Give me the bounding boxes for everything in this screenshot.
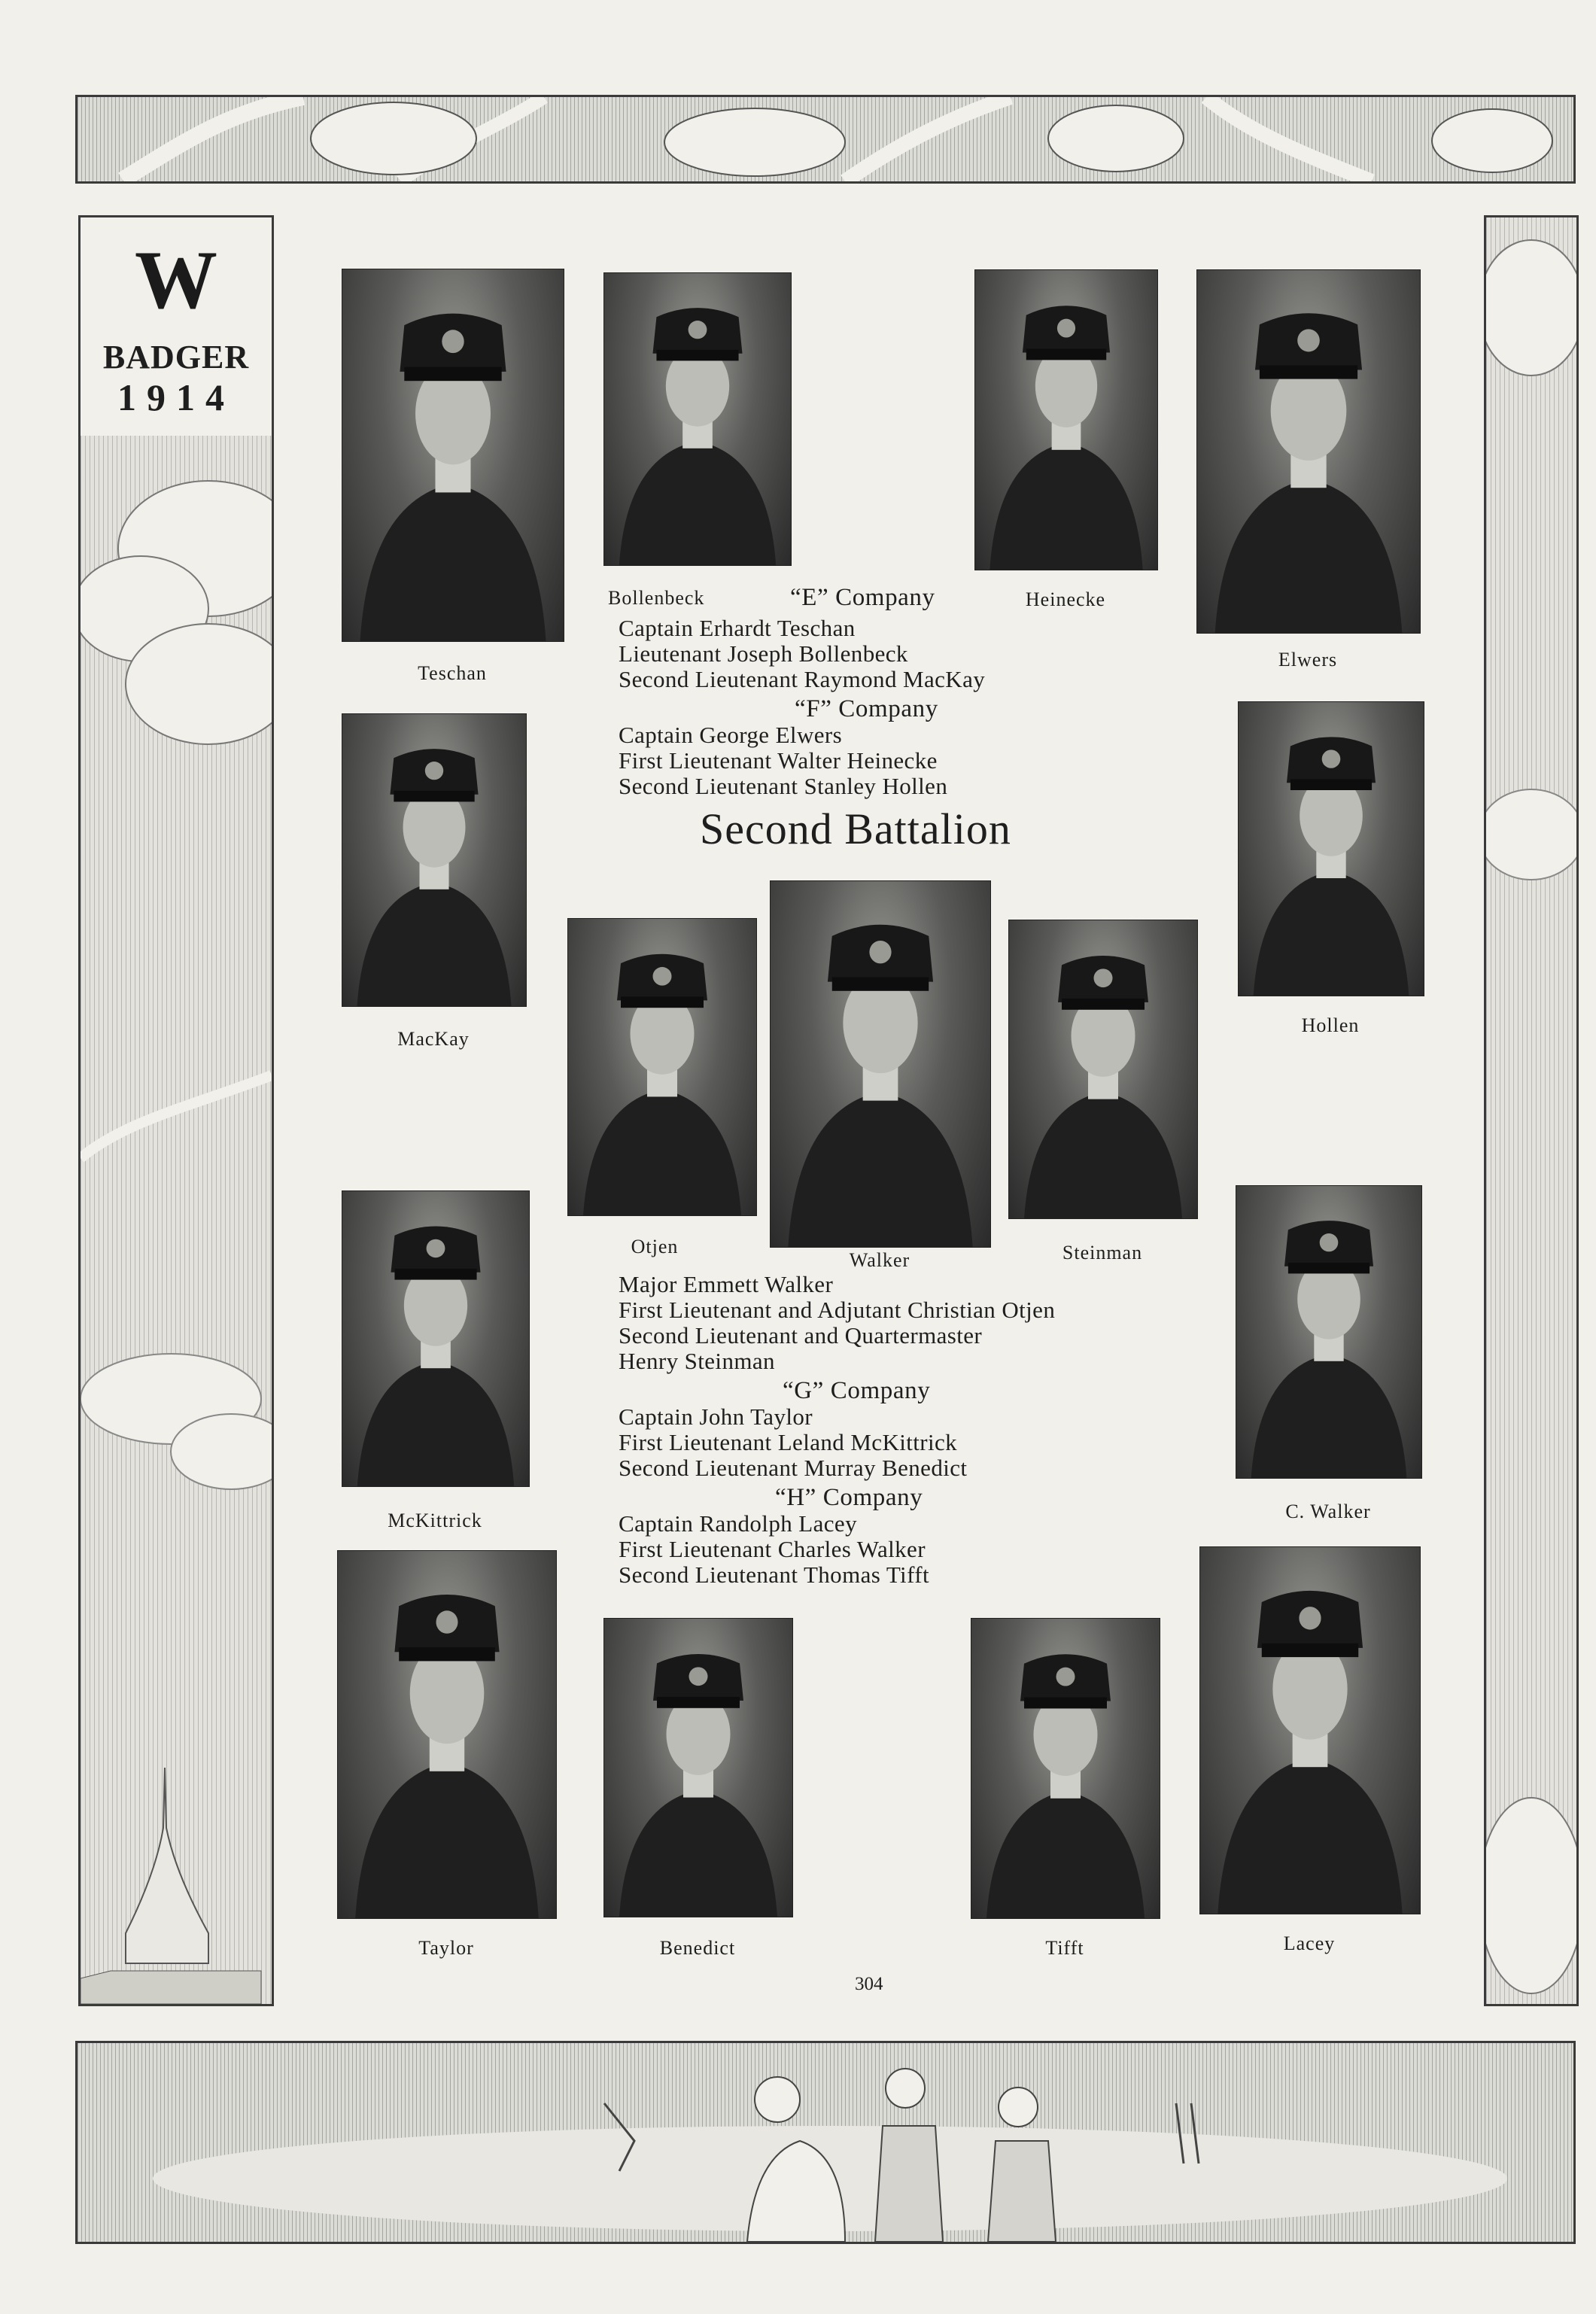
- h-company-line-1: Captain Randolph Lacey: [619, 1510, 857, 1537]
- top-decorative-band: [75, 95, 1576, 184]
- staff-line-3: Second Lieutenant and Quartermaster: [619, 1322, 983, 1349]
- h-company-heading: “H” Company: [775, 1484, 923, 1511]
- portrait-figure: [975, 270, 1157, 570]
- portrait-figure: [971, 1619, 1160, 1918]
- portrait-otjen: [567, 918, 757, 1216]
- portrait-elwers: [1196, 269, 1421, 634]
- caption-heinecke: Heinecke: [1025, 588, 1106, 610]
- g-company-line-3: Second Lieutenant Murray Benedict: [619, 1455, 968, 1481]
- portrait-figure: [342, 1191, 529, 1486]
- portrait-heinecke: [974, 269, 1158, 570]
- staff-line-1: Major Emmett Walker: [619, 1271, 834, 1297]
- floral-ornament: [78, 97, 1573, 181]
- caption-c-walker: C. Walker: [1285, 1501, 1371, 1522]
- portrait-figure: [604, 273, 791, 565]
- portrait-figure: [342, 269, 564, 641]
- g-company-heading: “G” Company: [783, 1377, 931, 1404]
- portrait-figure: [1197, 270, 1420, 633]
- portrait-mckittrick: [342, 1190, 530, 1487]
- caption-steinman: Steinman: [1062, 1242, 1143, 1263]
- e-company-line-2: Lieutenant Joseph Bollenbeck: [619, 640, 908, 667]
- portrait-mackay: [342, 713, 527, 1007]
- portrait-figure: [1239, 702, 1424, 996]
- portrait-figure: [1009, 920, 1197, 1218]
- cloud-capitol-illustration: [81, 217, 272, 2004]
- left-side-panel: [78, 215, 274, 2006]
- caption-mackay: MacKay: [397, 1028, 470, 1050]
- campus-scene-illustration: [78, 2043, 1573, 2242]
- portrait-figure: [604, 1619, 792, 1917]
- portrait-c-walker: [1236, 1185, 1422, 1479]
- f-company-line-3: Second Lieutenant Stanley Hollen: [619, 773, 948, 799]
- caption-lacey: Lacey: [1283, 1932, 1336, 1954]
- portrait-lacey: [1199, 1546, 1421, 1914]
- portrait-figure: [338, 1551, 556, 1918]
- f-company-heading: “F” Company: [795, 695, 938, 722]
- page-number: 304: [855, 1974, 883, 1994]
- caption-walker: Walker: [849, 1249, 910, 1271]
- staff-line-2: First Lieutenant and Adjutant Christian Otjen: [619, 1297, 1056, 1323]
- e-company-line-3: Second Lieutenant Raymond MacKay: [619, 666, 986, 692]
- portrait-figure: [568, 919, 756, 1215]
- page-title: Second Battalion: [700, 804, 1011, 853]
- caption-hollen: Hollen: [1301, 1014, 1360, 1036]
- portrait-figure: [771, 881, 990, 1247]
- portrait-steinman: [1008, 920, 1198, 1219]
- portrait-teschan: [342, 269, 564, 642]
- bottom-illustration-band: [75, 2041, 1576, 2244]
- caption-benedict: Benedict: [659, 1937, 736, 1959]
- caption-teschan: Teschan: [418, 662, 487, 684]
- portrait-figure: [342, 714, 526, 1006]
- portrait-hollen: [1238, 701, 1424, 996]
- f-company-line-1: Captain George Elwers: [619, 722, 843, 748]
- portrait-bollenbeck: [603, 272, 792, 566]
- portrait-figure: [1200, 1547, 1420, 1914]
- caption-taylor: Taylor: [418, 1937, 474, 1959]
- right-side-panel: [1484, 215, 1579, 2006]
- caption-bollenbeck: Bollenbeck: [608, 587, 705, 609]
- logo-letter: W: [135, 234, 217, 326]
- caption-mckittrick: McKittrick: [388, 1510, 482, 1531]
- f-company-line-2: First Lieutenant Walter Heinecke: [619, 747, 938, 774]
- e-company-line-1: Captain Erhardt Teschan: [619, 615, 856, 641]
- portrait-tifft: [971, 1618, 1160, 1919]
- caption-tifft: Tifft: [1045, 1937, 1084, 1959]
- logo-name: BADGER: [102, 339, 250, 376]
- portrait-walker: [770, 880, 991, 1248]
- caption-otjen: Otjen: [631, 1236, 679, 1257]
- logo-year: 1914: [117, 376, 235, 418]
- g-company-line-1: Captain John Taylor: [619, 1403, 813, 1430]
- h-company-line-3: Second Lieutenant Thomas Tifft: [619, 1561, 929, 1588]
- g-company-line-2: First Lieutenant Leland McKittrick: [619, 1429, 958, 1455]
- caption-elwers: Elwers: [1278, 649, 1338, 670]
- portrait-figure: [1236, 1186, 1421, 1478]
- portrait-taylor: [337, 1550, 557, 1919]
- e-company-heading: “E” Company: [790, 584, 935, 611]
- staff-line-4: Henry Steinman: [619, 1348, 775, 1374]
- portrait-benedict: [603, 1618, 793, 1917]
- cloud-ornament: [1486, 217, 1576, 2004]
- h-company-line-2: First Lieutenant Charles Walker: [619, 1536, 926, 1562]
